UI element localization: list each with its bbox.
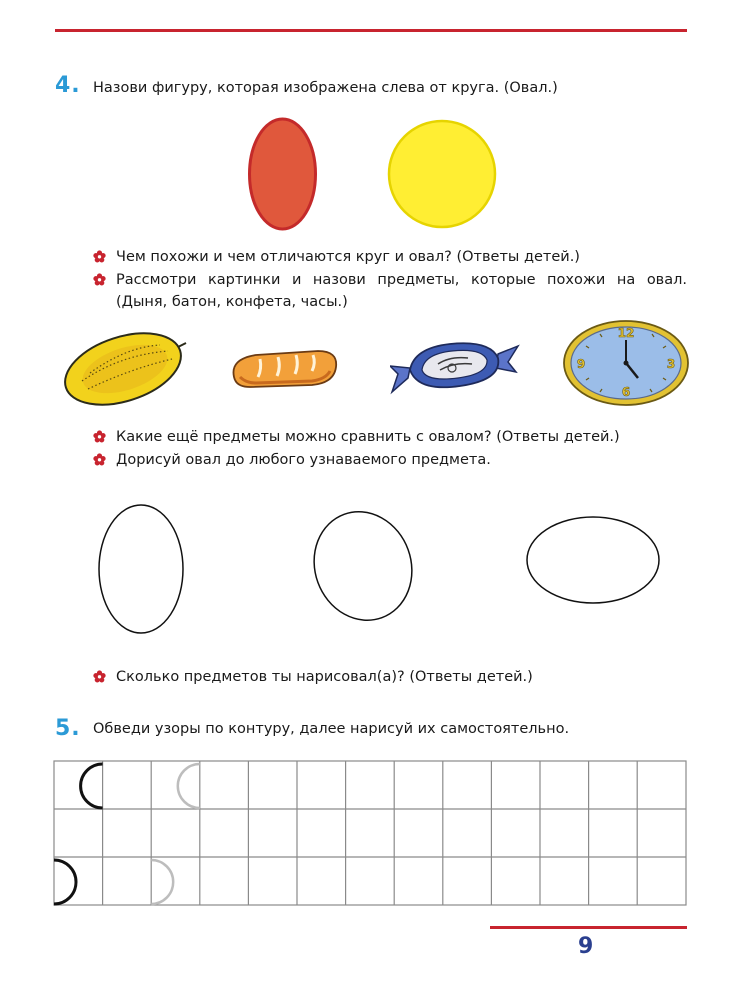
bullet-item — [93, 426, 687, 448]
clock-number-9: 9 — [576, 357, 586, 371]
task-4-question: Назови фигуру, которая изображена слева от круга. (Овал.) — [93, 80, 558, 96]
flower-bullet-icon — [93, 430, 106, 443]
bullet-list-2 — [93, 426, 687, 471]
bullet-text: Рассмотри картинки и назови предметы, которые похожи на овал. (Дыня, батон, конфета, часы.) — [116, 272, 687, 310]
flower-bullet-icon — [93, 453, 106, 466]
bottom-rule — [490, 926, 687, 929]
drawing-oval-1[interactable] — [96, 503, 186, 635]
flower-bullet-icon — [93, 670, 106, 683]
drawing-oval-2[interactable] — [310, 507, 416, 625]
drawing-oval-3[interactable] — [525, 515, 661, 605]
tracing-grid[interactable] — [53, 760, 689, 908]
bullet-text: Чем похожи и чем отличаются круг и овал? (Ответы детей.) — [116, 249, 580, 265]
clock-number-3: 3 — [666, 357, 676, 371]
bullet-list-3 — [93, 666, 687, 688]
task-5-question: Обведи узоры по контуру, далее нарисуй их самостоятельно. — [93, 721, 570, 737]
bullet-text: Дорисуй овал до любого узнаваемого предмета. — [116, 452, 491, 468]
red-oval — [245, 116, 320, 232]
flower-bullet-icon — [93, 250, 106, 263]
yellow-circle — [385, 118, 500, 230]
bullet-item — [93, 269, 687, 313]
clock-icon — [562, 318, 690, 408]
task-4-number: 4. — [55, 73, 81, 98]
bullet-item — [93, 449, 687, 471]
bullet-text: Какие ещё предметы можно сравнить с овалом? (Ответы детей.) — [116, 429, 620, 445]
melon-icon — [60, 325, 190, 410]
bullet-text: Сколько предметов ты нарисовал(а)? (Ответы детей.) — [116, 669, 533, 685]
flower-bullet-icon — [93, 273, 106, 286]
bullet-list-1 — [93, 246, 687, 313]
bullet-item — [93, 666, 687, 688]
clock-number-6: 6 — [621, 385, 631, 399]
bread-loaf-icon — [226, 343, 341, 393]
clock-number-12: 12 — [617, 326, 635, 340]
top-rule — [55, 29, 687, 32]
page-number: 9 — [578, 934, 594, 959]
candy-icon — [390, 330, 520, 405]
bullet-item — [93, 246, 687, 268]
task-5-number: 5. — [55, 716, 81, 741]
